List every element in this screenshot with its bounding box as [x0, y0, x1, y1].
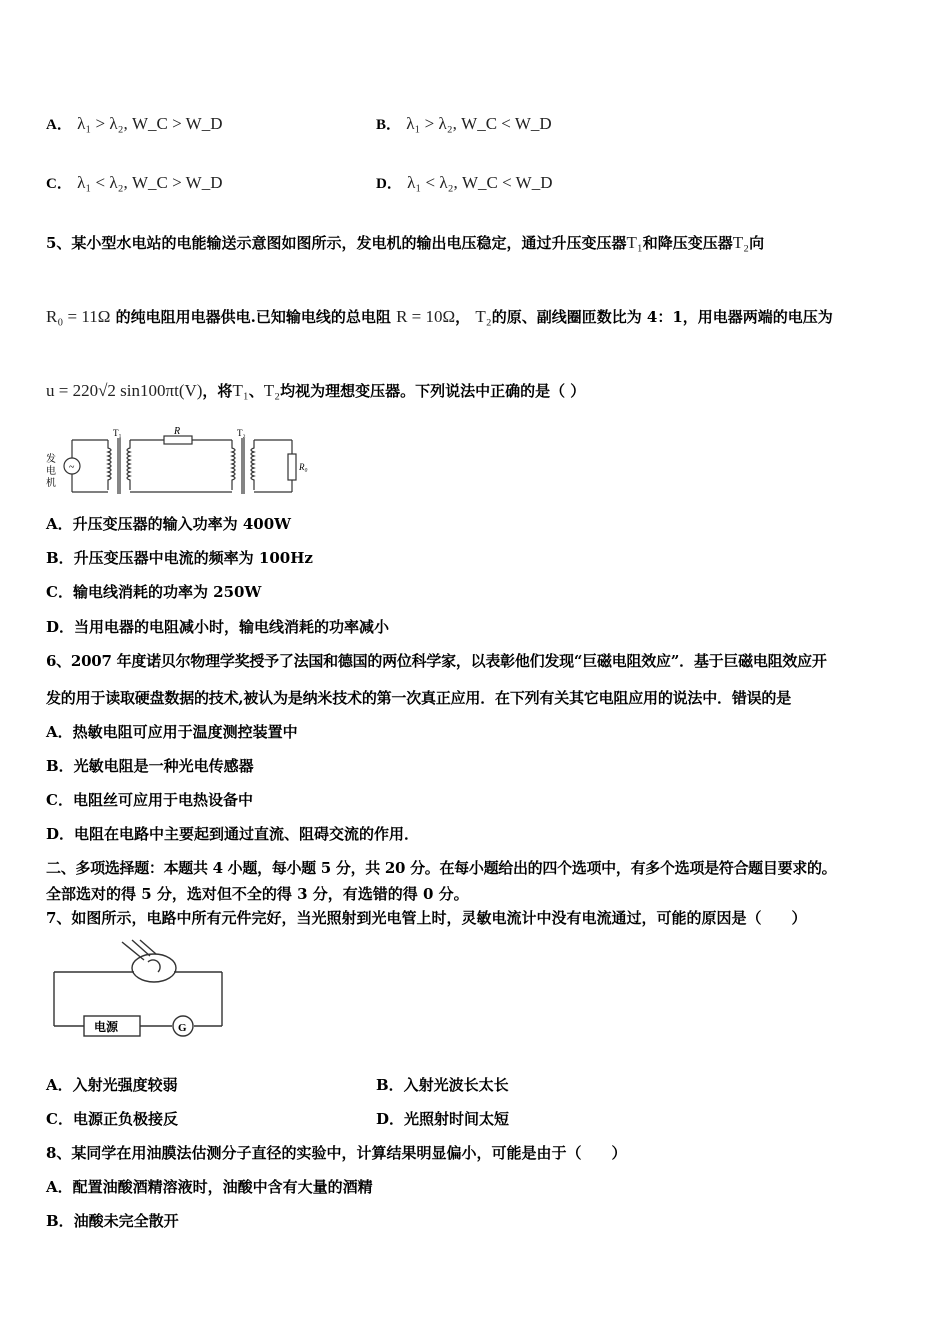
- q7-option-c[interactable]: C．电源正负极接反: [46, 1110, 178, 1128]
- q4-option-d-math: λ₁ < λ₂, W_C < W_D: [407, 173, 553, 192]
- q4-option-d[interactable]: [376, 172, 553, 193]
- q5-t2-symbol-2: T₂: [475, 307, 492, 326]
- q5-option-a[interactable]: A．升压变压器的输入功率为 400W: [46, 515, 292, 533]
- q5-text-2a: 的纯电阻用电器供电.已知输电线的总电阻: [115, 308, 391, 326]
- q8-option-b[interactable]: B．油酸未完全散开: [46, 1212, 179, 1230]
- q5-ac-symbol: ~: [69, 462, 75, 473]
- q4-option-a-math: λ₁ > λ₂, W_C > W_D: [77, 114, 223, 133]
- q5-text-1a: 5、某小型水电站的电能输送示意图如图所示，发电机的输出电压稳定，通过升压变压器: [46, 234, 627, 252]
- q5-stem-line1: [46, 232, 764, 253]
- q7-fig-meter-label: G: [178, 1022, 187, 1034]
- q4-option-c-math: λ₁ < λ₂, W_C > W_D: [77, 173, 223, 192]
- q6-stem-line2: 发的用于读取硬盘数据的技术,被认为是纳米技术的第一次真正应用．在下列有关其它电阻应用的说法中．错误的是: [46, 689, 792, 707]
- q8-stem: 8、某同学在用油膜法估测分子直径的实验中，计算结果明显偏小，可能是由于（ ）: [46, 1144, 627, 1162]
- q5-text-3c: 均视为理想变压器。下列说法中正确的是（ ）: [280, 382, 586, 400]
- q4-option-c[interactable]: [46, 172, 223, 193]
- q5-t1-symbol-2: T₁: [232, 381, 249, 400]
- q5-text-3b: 、: [248, 382, 264, 400]
- q5-fig-gen-2: 电: [46, 466, 56, 477]
- q5-t2-symbol: T₂: [732, 233, 750, 252]
- q6-option-d[interactable]: D．电阻在电路中主要起到通过直流、阻碍交流的作用．: [46, 825, 420, 843]
- q6-stem-line1: 6、2007 年度诺贝尔物理学奖授予了法国和德国的两位科学家，以表彰他们发现“巨磁电阻效应”．基于巨磁电阻效应开: [46, 652, 827, 670]
- q7-circuit-diagram: [44, 938, 229, 1038]
- q5-fig-r0-label: R₀: [299, 462, 308, 472]
- q5-text-2c: 的原、副线圈匝数比为 4：1，用电器两端的电压为: [491, 308, 833, 326]
- q5-fig-t1-label: T₁: [113, 428, 122, 438]
- q7-option-d[interactable]: D．光照射时间太短: [376, 1110, 510, 1128]
- q4-option-a-label: A．: [46, 117, 72, 133]
- q6-option-c[interactable]: C．电阻丝可应用于电热设备中: [46, 791, 253, 809]
- q4-option-b-math: λ₁ > λ₂, W_C < W_D: [406, 114, 552, 133]
- section2-heading-line2: 全部选对的得 5 分，选对但不全的得 3 分，有选错的得 0 分。: [46, 885, 469, 903]
- q7-option-b[interactable]: B．入射光波长太长: [376, 1076, 509, 1094]
- q7-fig-source-label: 电源: [94, 1020, 119, 1034]
- q5-formula-u: u = 220√2 sin100πt(V): [46, 381, 203, 400]
- q5-fig-gen-3: 机: [46, 478, 56, 489]
- q4-option-d-label: D．: [376, 176, 402, 192]
- q4-option-b-label: B．: [376, 117, 402, 133]
- q4-option-b[interactable]: [376, 113, 552, 134]
- q5-t1-symbol: T₁: [626, 233, 643, 252]
- section2-heading-line1: 二、多项选择题：本题共 4 小题，每小题 5 分，共 20 分。在每小题给出的四个选项中，有多个选项是符合题目要求的。: [46, 859, 837, 877]
- q5-formula-r0: R₀ = 11Ω: [46, 307, 111, 326]
- q5-fig-r-label: R: [174, 426, 181, 437]
- q4-option-a[interactable]: [46, 113, 223, 134]
- q5-text-1b: 和降压变压器: [642, 234, 733, 252]
- q5-circuit-diagram: [44, 426, 314, 498]
- q5-option-d[interactable]: D．当用电器的电阻减小时，输电线消耗的功率减小: [46, 618, 390, 636]
- q5-stem-line3: [46, 380, 585, 401]
- q5-stem-line2: [46, 306, 833, 327]
- q5-text-2b: ，: [455, 308, 471, 326]
- q6-option-a[interactable]: A．热敏电阻可应用于温度测控装置中: [46, 723, 298, 741]
- q7-stem: 7、如图所示，电路中所有元件完好，当光照射到光电管上时，灵敏电流计中没有电流通过，可能的原因是（ ）: [46, 909, 807, 927]
- q4-option-c-label: C．: [46, 176, 72, 192]
- q5-formula-r: R = 10Ω: [396, 307, 456, 326]
- q7-option-a[interactable]: A．入射光强度较弱: [46, 1076, 178, 1094]
- q5-option-b[interactable]: B．升压变压器中电流的频率为 100Hz: [46, 549, 313, 567]
- q6-option-b[interactable]: B．光敏电阻是一种光电传感器: [46, 757, 254, 775]
- q5-option-c[interactable]: C．输电线消耗的功率为 250W: [46, 583, 262, 601]
- q5-t2-symbol-3: T₂: [263, 381, 281, 400]
- q5-text-3a: ，将: [202, 382, 233, 400]
- q5-fig-t2-label: T₂: [237, 428, 246, 438]
- q5-text-1c: 向: [749, 234, 765, 252]
- q5-fig-gen-1: 发: [46, 454, 56, 465]
- q8-option-a[interactable]: A．配置油酸酒精溶液时，油酸中含有大量的酒精: [46, 1178, 373, 1196]
